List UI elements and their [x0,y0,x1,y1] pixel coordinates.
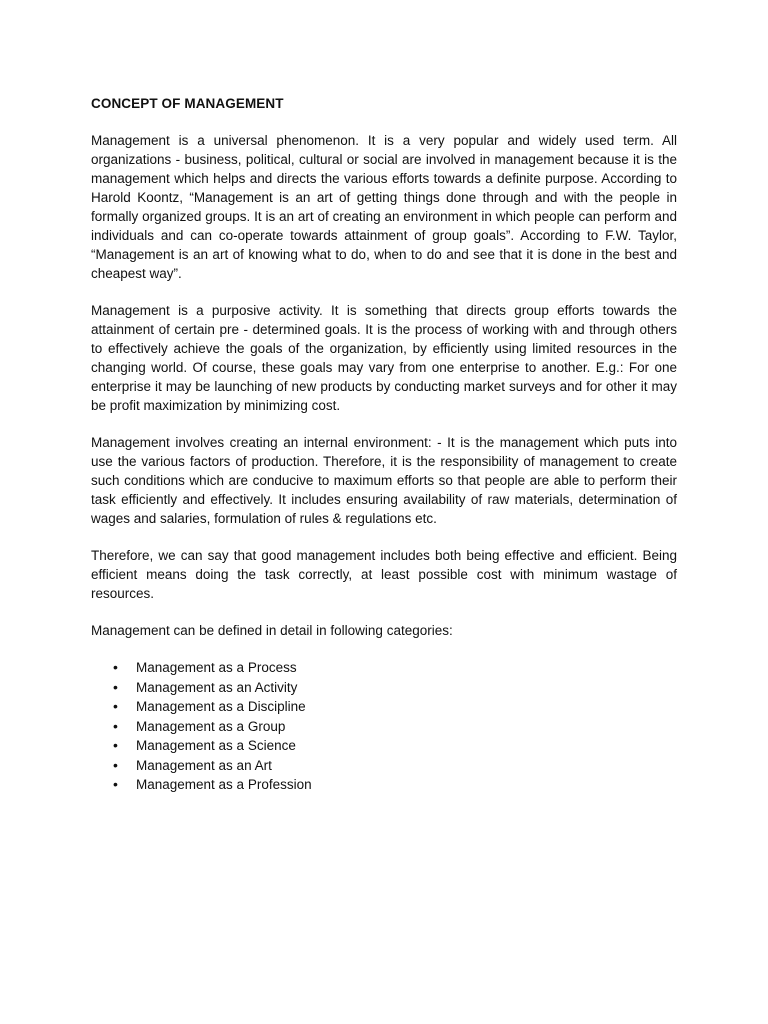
list-item [91,697,677,717]
bullet-icon: • [113,698,118,714]
bullet-icon: • [113,737,118,753]
paragraph-purposive-activity: Management is a purposive activity. It is something that directs group efforts towards the attainment of certain pre - determined goals. It is the process of working with and through others to effectively achieve the goals of the organization, by efficiently using limited resources in the changing world. Of course, these goals may vary from one enterprise to another. E.g.: For one enterprise it may be launching of new products by conducting market surveys and for other it may be profit maximization by minimizing cost. [91,303,677,413]
list-item [91,736,677,756]
bullet-icon: • [113,756,118,773]
list-item-text: Management as a Profession [136,777,312,792]
list-item-text: Management as a Process [136,660,297,675]
list-item-text: Management as an Activity [136,679,298,695]
list-intro: Management can be defined in detail in following categories: [91,623,453,638]
list-item [91,717,677,737]
paragraph-internal-environment: Management involves creating an internal environment: - It is the management which puts into use the various factors of production. Therefore, it is the responsibility of management to create such conditions which are conducive to maximum efforts so that people are able to perform their task efficiently and effectively. It includes ensuring availability of raw materials, determination of wages and salaries, formulation of rules & regulations etc. [91,435,677,526]
list-item-text: Management as a Discipline [136,699,306,714]
list-item [91,756,677,776]
bullet-icon: • [113,776,118,792]
paragraph-effective-efficient: Therefore, we can say that good management includes both being effective and efficient. Being efficient means doing the task correctly, at least possible cost with minimum wastage of resources. [91,548,677,601]
list-item-text: Management as a Group [136,718,286,734]
bullet-icon: • [113,717,118,734]
list-item [91,775,677,795]
document-title: CONCEPT OF MANAGEMENT [91,96,284,111]
list-item [91,658,677,678]
bullet-icon: • [113,659,118,675]
paragraph-universal-phenomenon: Management is a universal phenomenon. It is a very popular and widely used term. All organizations - business, political, cultural or social are involved in management because it is the management which helps and directs the various efforts towards a definite purpose. According to Harold Koontz, “Management is an art of getting things done through and with the people in formally organized groups. It is an art of creating an environment in which people can perform and individuals and can co-operate towards attainment of group goals”. According to F.W. Taylor, “Management is an art of knowing what to do, when to do and see that it is done in the best and cheapest way”. [91,133,677,281]
bullet-icon: • [113,678,118,695]
categories-list [91,658,677,795]
list-item-text: Management as a Science [136,738,296,753]
document-body [91,94,677,795]
list-item-text: Management as an Art [136,757,272,773]
list-item [91,678,677,698]
